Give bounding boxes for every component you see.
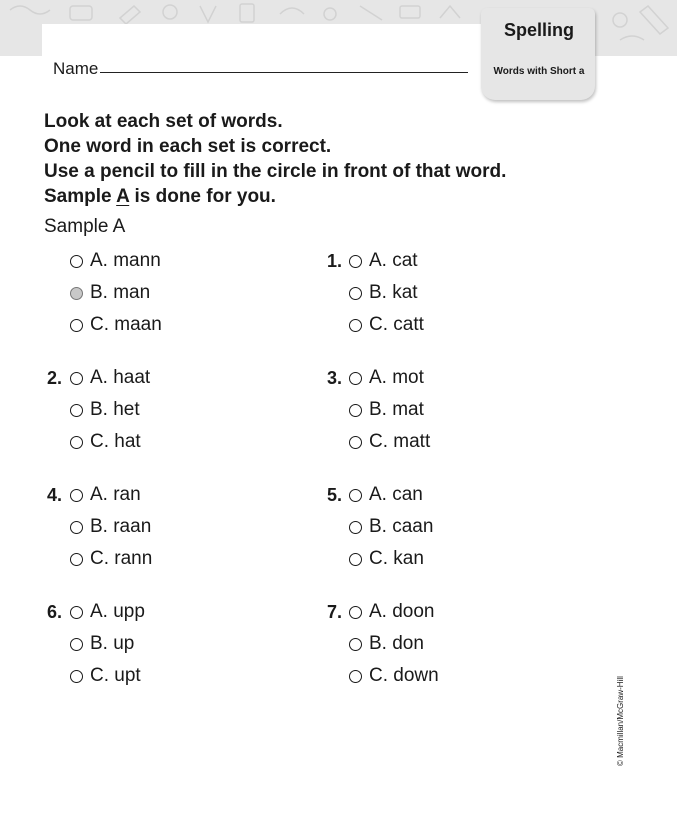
option-text: A. haat [90,367,151,388]
answer-circle-icon[interactable] [70,372,83,385]
name-label: Name [53,59,99,78]
question-3-number: 3. [326,368,342,388]
option-text: B. caan [369,516,434,537]
option-text: B. don [369,633,424,654]
option-text: C. down [369,665,439,686]
question-6-option-b[interactable] [70,633,134,655]
question-6-option-a[interactable] [70,601,145,623]
option-text: C. catt [369,314,424,335]
tab-subtitle: Words with Short a [493,66,585,77]
tab-title: Spelling [503,20,574,40]
option-text: C. kan [369,548,424,569]
question-1-option-c[interactable] [349,314,424,336]
question-3-option-c[interactable] [349,431,430,453]
question-5-option-b[interactable] [349,516,433,538]
question-7-option-a[interactable] [349,601,435,623]
instruction-sample-underlined: A [116,186,130,207]
instruction-line-3: Use a pencil to fill in the circle in front of that word. [44,161,507,182]
option-text: C. maan [90,314,162,335]
option-text: A. ran [90,484,141,505]
answer-circle-icon[interactable] [70,319,83,332]
option-text: A. upp [90,601,145,622]
answer-circle-filled-icon[interactable] [70,287,83,300]
answer-circle-icon[interactable] [70,638,83,651]
question-2-option-b[interactable] [70,399,140,421]
answer-circle-icon[interactable] [70,255,83,268]
question-1-number: 1. [326,251,342,271]
answer-circle-icon[interactable] [349,553,362,566]
question-3-option-b[interactable] [349,399,424,421]
option-text: C. hat [90,431,141,452]
option-text: A. doon [369,601,435,622]
question-1-option-a[interactable] [349,250,418,272]
option-text: B. up [90,633,135,654]
question-1-option-b[interactable] [349,282,418,304]
copyright-notice: © Macmillan/McGraw-Hill [616,676,625,766]
answer-circle-icon[interactable] [349,372,362,385]
answer-circle-icon[interactable] [349,255,362,268]
option-text: A. cat [369,250,418,271]
question-5-option-c[interactable] [349,548,424,570]
answer-circle-icon[interactable] [70,553,83,566]
question-2-number: 2. [46,368,62,388]
sample-option-b[interactable] [70,282,150,304]
question-7-number: 7. [326,602,342,622]
sample-option-c[interactable] [70,314,162,336]
option-text: C. rann [90,548,153,569]
option-text: B. raan [90,516,152,537]
answer-circle-icon[interactable] [349,489,362,502]
answer-circle-icon[interactable] [70,404,83,417]
answer-circle-icon[interactable] [70,606,83,619]
question-5-option-a[interactable] [349,484,423,506]
answer-circle-icon[interactable] [70,489,83,502]
question-7-option-c[interactable] [349,665,439,687]
instruction-line-2: One word in each set is correct. [44,136,332,157]
question-4-option-b[interactable] [70,516,151,538]
instruction-line-4 [44,184,276,209]
option-text: A. can [369,484,423,505]
option-text: C. upt [90,665,141,686]
answer-circle-icon[interactable] [70,521,83,534]
option-text: B. kat [369,282,418,303]
question-4-number: 4. [46,485,62,505]
answer-circle-icon[interactable] [349,606,362,619]
answer-circle-icon[interactable] [349,436,362,449]
answer-circle-icon[interactable] [70,436,83,449]
question-4-option-a[interactable] [70,484,141,506]
answer-circle-icon[interactable] [349,287,362,300]
question-4-option-c[interactable] [70,548,152,570]
question-3-option-a[interactable] [349,367,424,389]
option-text: B. man [90,282,151,303]
option-text: B. het [90,399,140,420]
option-text: A. mann [90,250,161,271]
question-2-option-c[interactable] [70,431,141,453]
instruction-line-1: Look at each set of words. [44,111,283,132]
option-text: C. matt [369,431,431,452]
answer-circle-icon[interactable] [349,638,362,651]
name-write-line[interactable] [100,72,468,73]
question-6-number: 6. [46,602,62,622]
name-field-area [42,24,484,78]
option-text: A. mot [369,367,424,388]
answer-circle-icon[interactable] [349,404,362,417]
answer-circle-icon[interactable] [349,521,362,534]
answer-circle-icon[interactable] [349,670,362,683]
sample-label: Sample A [44,216,126,237]
question-2-option-a[interactable] [70,367,150,389]
instruction-sample-before: Sample [44,186,117,207]
question-7-option-b[interactable] [349,633,424,655]
answer-circle-icon[interactable] [349,319,362,332]
question-6-option-c[interactable] [70,665,141,687]
option-text: B. mat [369,399,424,420]
sample-option-a[interactable] [70,250,161,272]
instruction-sample-after: is done for you. [129,186,276,207]
question-5-number: 5. [326,485,342,505]
answer-circle-icon[interactable] [70,670,83,683]
